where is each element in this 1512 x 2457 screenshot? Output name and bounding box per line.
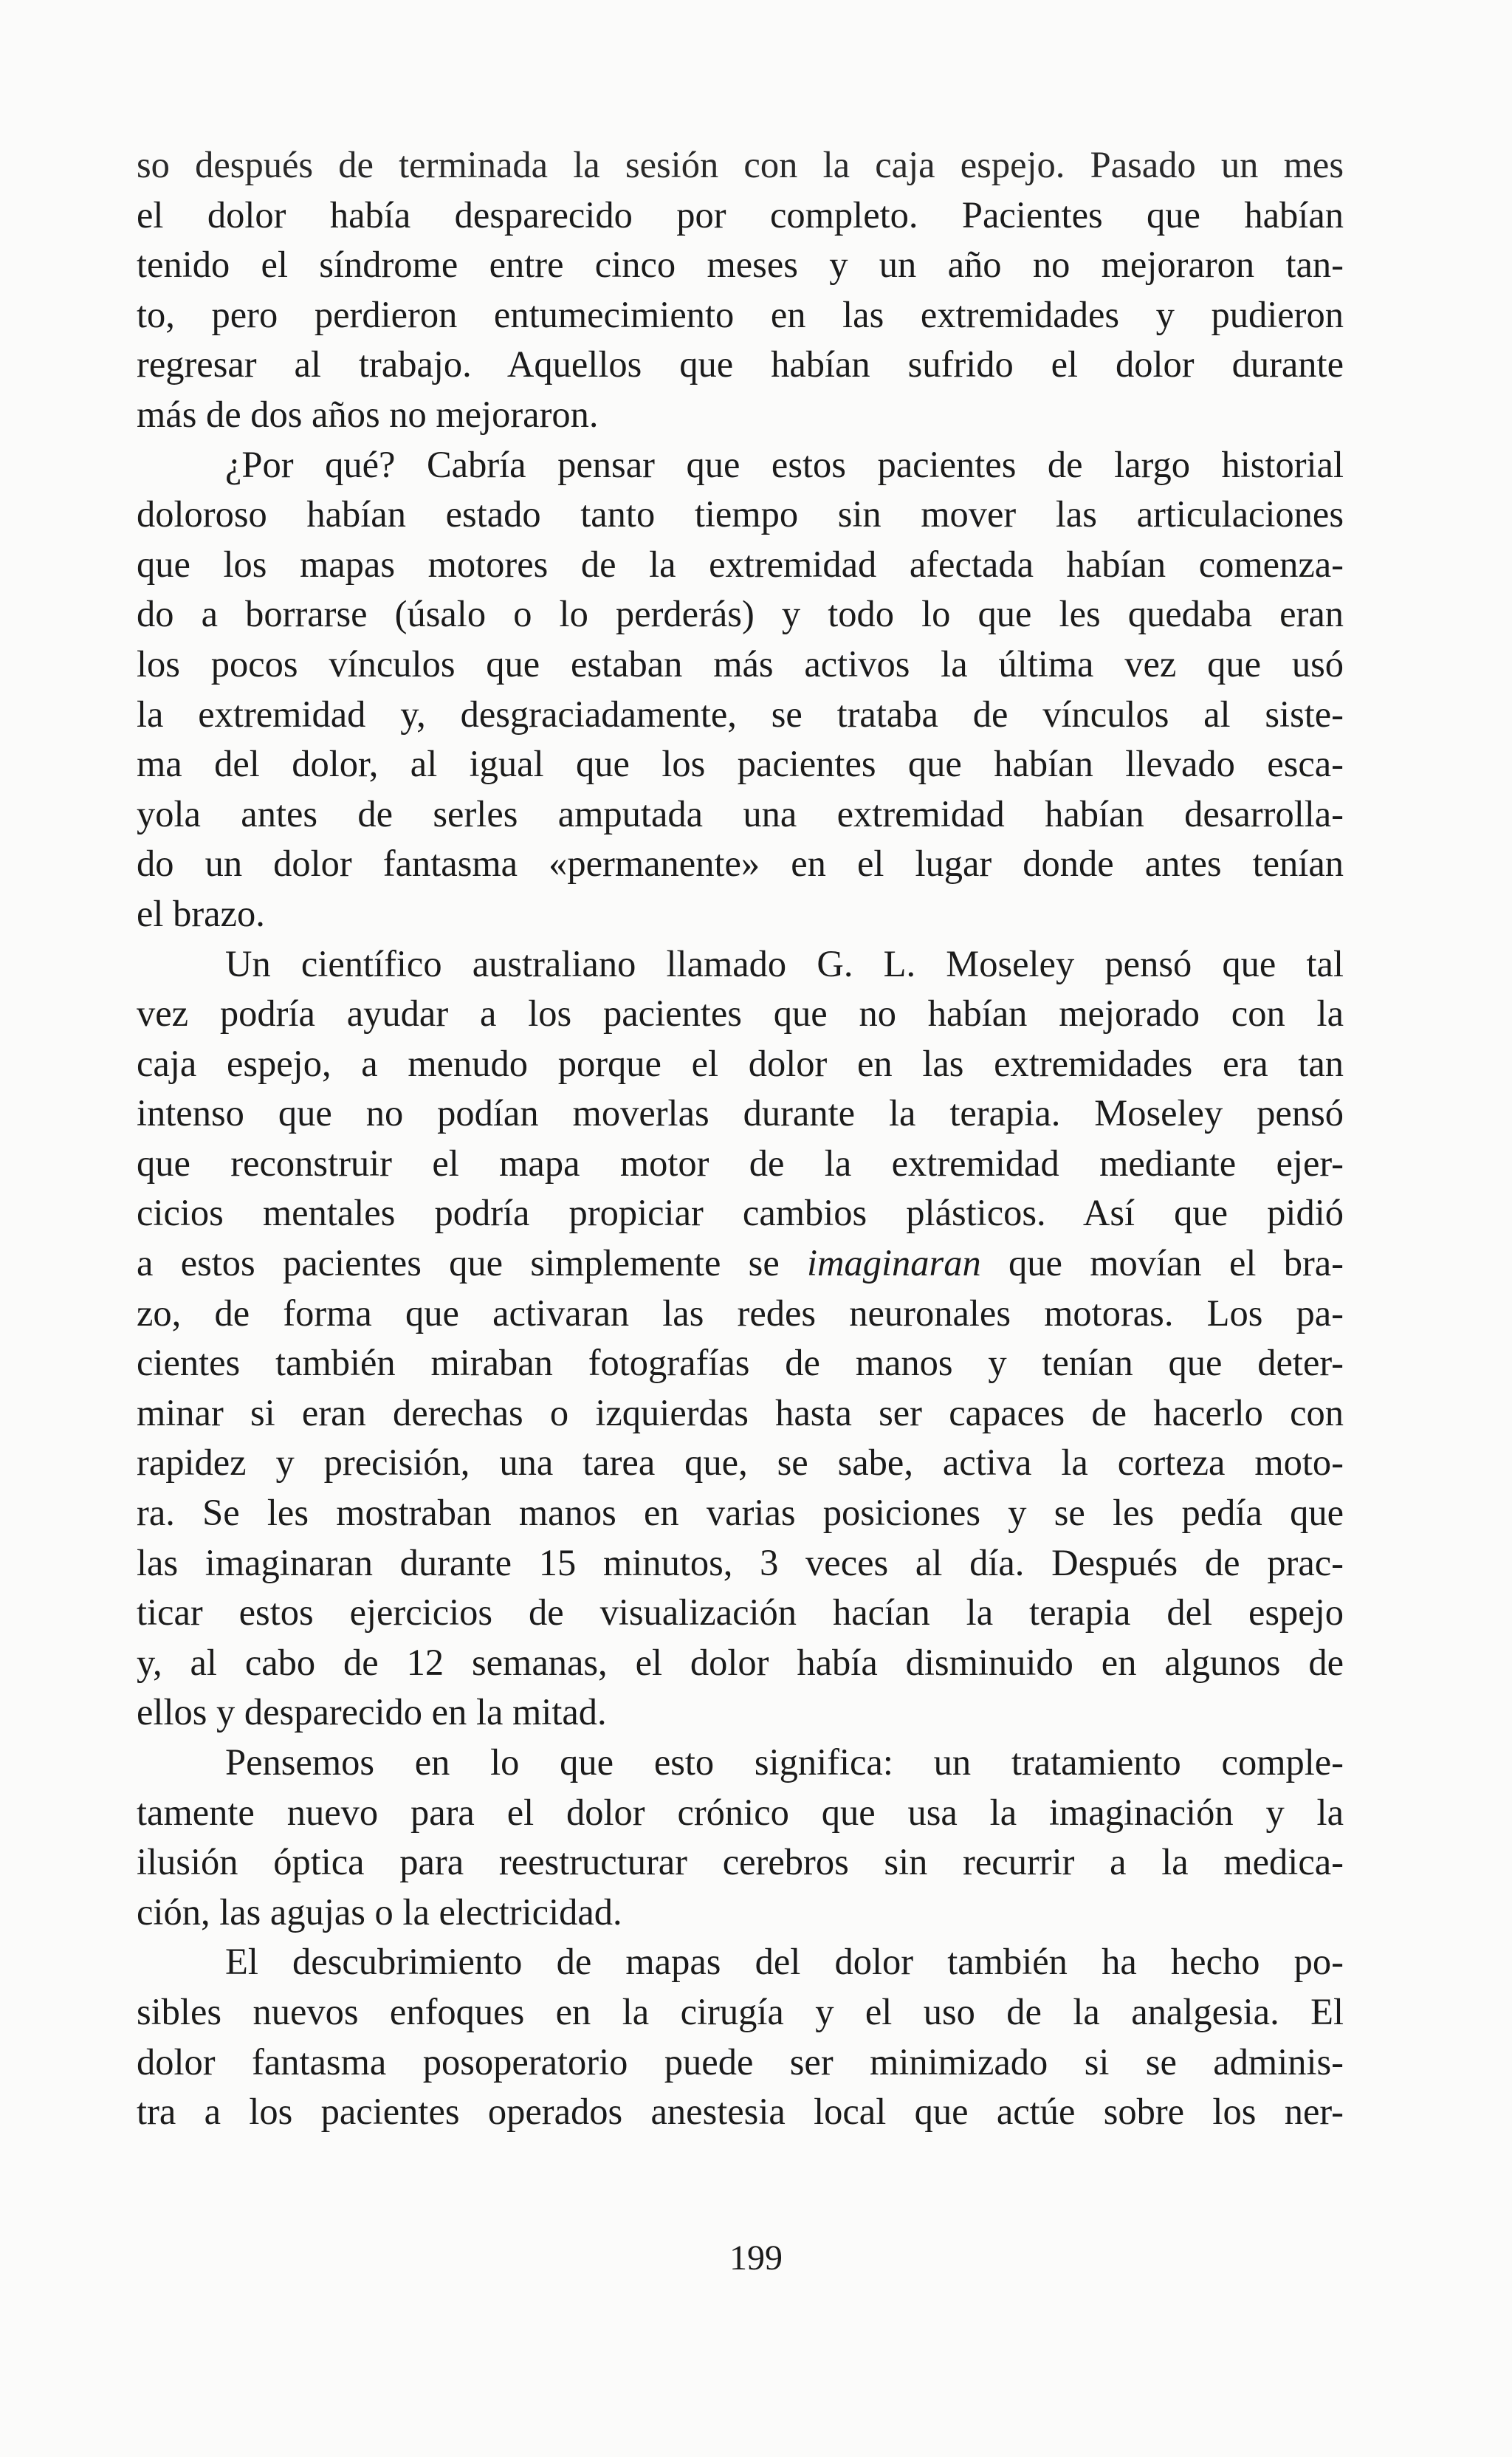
text-line: ellos y desparecido en la mitad. xyxy=(137,1691,607,1733)
text-line: ma del dolor, al igual que los pacientes que habían llevado esca- xyxy=(137,743,1344,785)
body-text xyxy=(137,140,1344,2137)
text-line: regresar al trabajo. Aquellos que habían sufrido el dolor durante xyxy=(137,343,1344,385)
text-line: ra. Se les mostraban manos en varias posiciones y se les pedía que xyxy=(137,1492,1344,1534)
text-line: doloroso habían estado tanto tiempo sin mover las articulaciones xyxy=(137,493,1344,535)
text-line: ¿Por qué? Cabría pensar que estos pacientes de largo historial xyxy=(225,443,1344,485)
text-line: tenido el síndrome entre cinco meses y un año no mejoraron tan- xyxy=(137,244,1344,286)
text-line: do un dolor fantasma «permanente» en el lugar donde antes tenían xyxy=(137,843,1344,885)
text-line: cientes también miraban fotografías de manos y tenían que deter- xyxy=(137,1342,1344,1384)
text-line: el brazo. xyxy=(137,892,265,934)
text-line: que reconstruir el mapa motor de la extremidad mediante ejer- xyxy=(137,1142,1344,1184)
text-line: caja espejo, a menudo porque el dolor en las extremidades era tan xyxy=(137,1042,1344,1084)
text-line: El descubrimiento de mapas del dolor también ha hecho po- xyxy=(225,1941,1344,1983)
text-line: vez podría ayudar a los pacientes que no habían mejorado con la xyxy=(137,993,1344,1035)
text-line: ticar estos ejercicios de visualización hacían la terapia del espejo xyxy=(137,1591,1344,1634)
text-line: las imaginaran durante 15 minutos, 3 veces al día. Después de prac- xyxy=(137,1541,1344,1583)
text-line: más de dos años no mejoraron. xyxy=(137,393,599,435)
text-line: minar si eran derechas o izquierdas hasta ser capaces de hacerlo con xyxy=(137,1391,1344,1433)
text-line: los pocos vínculos que estaban más activos la última vez que usó xyxy=(137,642,1344,685)
text-line: do a borrarse (úsalo o lo perderás) y todo lo que les quedaba eran xyxy=(137,593,1344,635)
text-line: tra a los pacientes operados anestesia local que actúe sobre los ner- xyxy=(137,2091,1344,2133)
text-line: intenso que no podían moverlas durante la terapia. Moseley pensó xyxy=(137,1092,1344,1134)
text-line: so después de terminada la sesión con la caja espejo. Pasado un mes xyxy=(137,144,1344,185)
text-line: Pensemos en lo que esto significa: un tratamiento comple- xyxy=(225,1741,1344,1783)
text-line: ción, las agujas o la electricidad. xyxy=(137,1891,622,1933)
text-line: sibles nuevos enfoques en la cirugía y el uso de la analgesia. El xyxy=(137,1990,1344,2032)
text-line: dolor fantasma posoperatorio puede ser minimizado si se adminis- xyxy=(137,2040,1344,2083)
page-number: 199 xyxy=(729,2238,783,2278)
text-line: cicios mentales podría propiciar cambios plásticos. Así que pidió xyxy=(137,1192,1344,1234)
text-line: yola antes de serles amputada una extremidad habían desarrolla- xyxy=(137,792,1344,835)
text-line: la extremidad y, desgraciadamente, se trataba de vínculos al siste- xyxy=(137,693,1344,735)
text-line: Un científico australiano llamado G. L. Moseley pensó que tal xyxy=(225,942,1344,984)
text-line: ilusión óptica para reestructurar cerebros sin recurrir a la medica- xyxy=(137,1841,1344,1883)
text-line: tamente nuevo para el dolor crónico que usa la imaginación y la xyxy=(137,1791,1344,1833)
text-line: to, pero perdieron entumecimiento en las extremidades y pudieron xyxy=(137,293,1344,335)
text-line: y, al cabo de 12 semanas, el dolor había disminuido en algunos de xyxy=(137,1641,1344,1683)
text-line: el dolor había desparecido por completo. Pacientes que habían xyxy=(137,193,1344,236)
emphasis: imaginaran xyxy=(807,1242,981,1284)
text-line: que los mapas motores de la extremidad afectada habían comenza- xyxy=(137,543,1344,585)
text-line: zo, de forma que activaran las redes neuronales motoras. Los pa- xyxy=(137,1292,1344,1334)
text-line: a estos pacientes que simplemente se imaginaran que movían el bra- xyxy=(137,1242,1344,1284)
text-line: rapidez y precisión, una tarea que, se sabe, activa la corteza moto- xyxy=(137,1442,1344,1484)
